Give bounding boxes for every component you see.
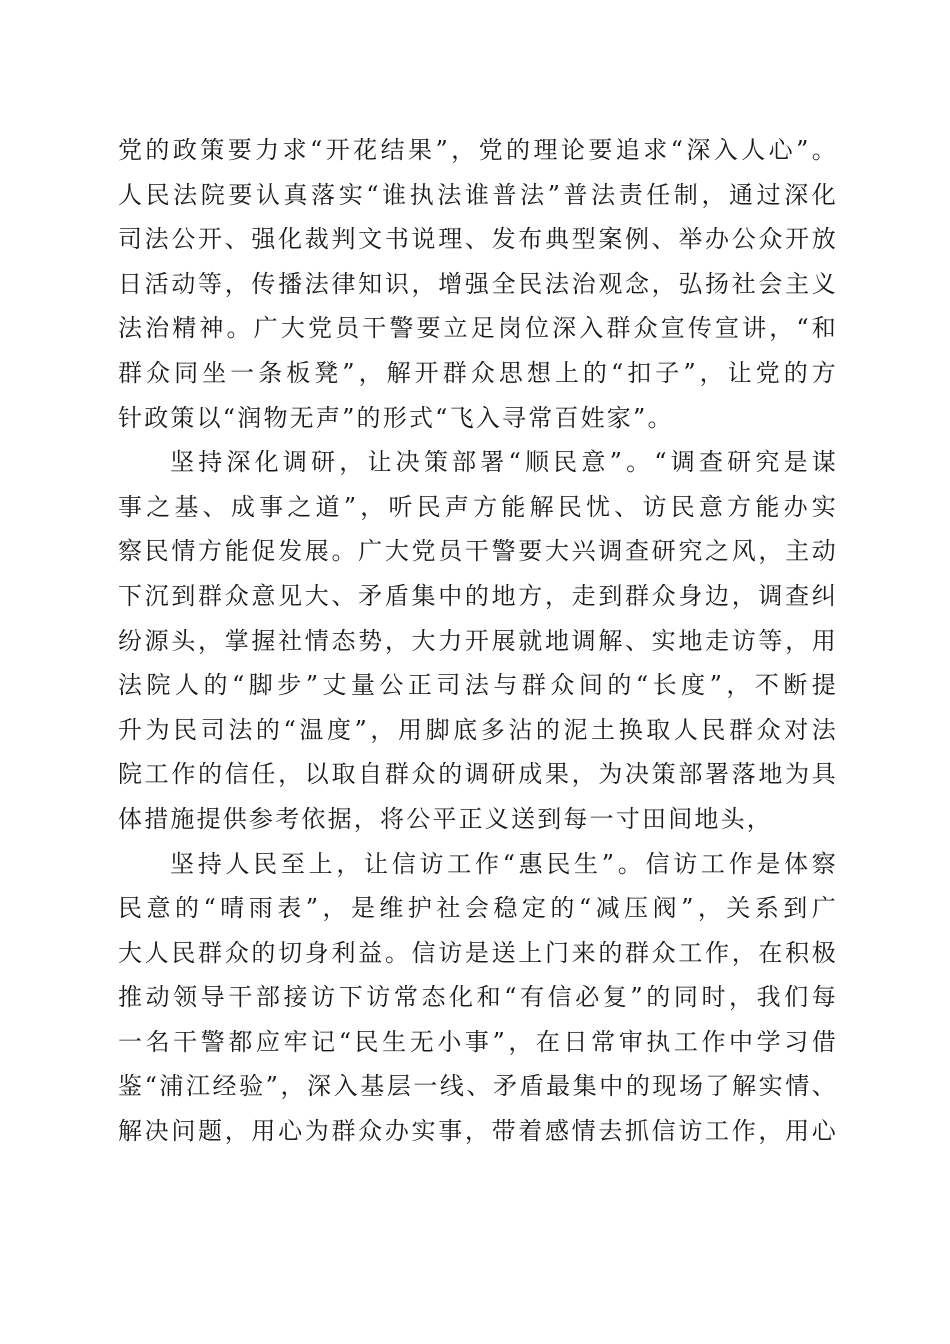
text-line: 一名干警都应牢记“民生无小事”，在日常审执工作中学习借 [118,1027,838,1056]
text-line: 纷源头，掌握社情态势，大力开展就地调解、实地走访等，用 [118,626,838,655]
paragraph-deepen-research [118,440,838,841]
text-line: 党的政策要力求“开花结果”，党的理论要追求“深入人心”。 [118,136,838,164]
text-line: 民意的“晴雨表”，是维护社会稳定的“减压阀”，关系到广 [118,894,838,923]
text-line: 日活动等，传播法律知识，增强全民法治观念，弘扬社会主义 [118,269,838,298]
text-line: 事之基、成事之道”，听民声方能解民忧、访民意方能办实 [118,492,838,521]
text-line: 大人民群众的切身利益。信访是送上门来的群众工作，在积极 [118,938,838,967]
text-line: 推动领导干部接访下访常态化和“有信必复”的同时，我们每 [118,983,838,1012]
text-line: 法治精神。广大党员干警要立足岗位深入群众宣传宣讲，“和 [118,314,838,343]
text-line: 群众同坐一条板凳”，解开群众思想上的“扣子”，让党的方 [118,358,838,387]
text-line: 针政策以“润物无声”的形式“飞入寻常百姓家”。 [118,403,674,432]
text-line: 体措施提供参考依据，将公平正义送到每一寸田间地头， [118,804,773,833]
text-line: 解决问题，用心为群众办实事，带着感情去抓信访工作，用心 [118,1117,838,1146]
text-line: 人民法院要认真落实“谁执法谁普法”普法责任制，通过深化 [118,180,838,209]
text-line: 坚持人民至上，让信访工作“惠民生”。信访工作是体察 [170,849,838,878]
text-line: 鉴“浦江经验”，深入基层一线、矛盾最集中的现场了解实情、 [118,1072,838,1101]
paragraph-petition-work [118,842,838,1154]
text-line: 察民情方能促发展。广大党员干警要大兴调查研究之风，主动 [118,537,838,566]
text-line: 院工作的信任，以取自群众的调研成果，为决策部署落地为具 [118,760,838,789]
paragraph-policy-promotion [118,128,838,440]
text-line: 司法公开、强化裁判文书说理、发布典型案例、举办公众开放 [118,225,838,254]
text-line: 下沉到群众意见大、矛盾集中的地方，走到群众身边，调查纠 [118,581,838,610]
text-line: 法院人的“脚步”丈量公正司法与群众间的“长度”，不断提 [118,671,838,700]
text-line: 坚持深化调研，让决策部署“顺民意”。“调查研究是谋 [170,448,838,477]
text-line: 升为民司法的“温度”，用脚底多沾的泥土换取人民群众对法 [118,715,838,744]
body-text [118,128,838,1154]
